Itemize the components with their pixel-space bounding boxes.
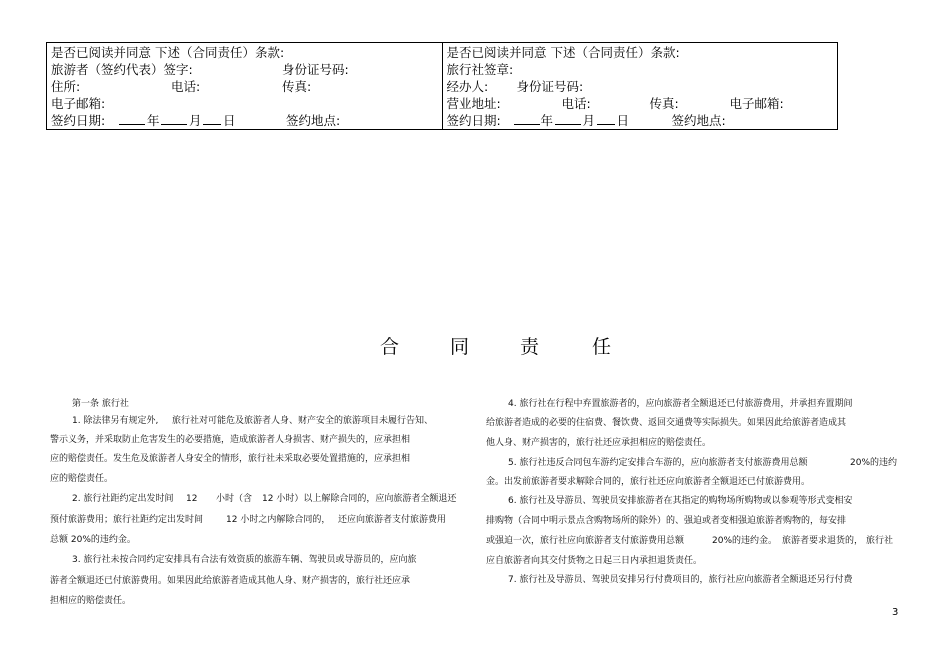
clause-line: 他人身、财产损害的，旅行社还应承担相应的赔偿责任。 <box>486 438 712 448</box>
id-number-label: 身份证号码: <box>516 79 584 94</box>
clause-fragment: 旅游者要求退货的， <box>782 536 864 546</box>
agent-label: 经办人: <box>446 79 489 94</box>
clause-fragment: 还应向旅游者支付旅游费用 <box>338 515 447 525</box>
year-blank <box>119 113 145 125</box>
day-blank <box>597 113 615 125</box>
clause-line: 总额 20%的违约金。 <box>50 535 136 545</box>
title-char: 任 <box>592 336 612 358</box>
clause-fragment: 2. 旅行社距约定出发时间 <box>72 494 174 504</box>
sign-place-label: 签约地点: <box>286 113 341 128</box>
clause-line <box>72 415 452 427</box>
clause-line: 应的赔偿责任。 <box>50 474 114 484</box>
clause-fragment: 预付旅游费用；旅行社距约定出发时间 <box>50 515 204 525</box>
agreement-text: 是否已阅读并同意 下述（合同责任）条款: <box>446 45 680 60</box>
clause-line <box>50 514 450 526</box>
title-char: 同 <box>450 336 470 358</box>
clause-fragment: 12 <box>186 494 198 504</box>
clause-fragment: 5. 旅行社违反合同包车游约定安排合车游的，应向旅游者支付旅游费用总额 <box>508 458 808 468</box>
clause-line: 3. 旅行社未按合同约定安排具有合法有效资质的旅游车辆、驾驶员或导游员的，应向旅 <box>72 555 417 565</box>
clause-fragment: 或强迫一次，旅行社应向旅游者支付旅游费用总额 <box>486 536 685 546</box>
month-blank <box>161 113 187 125</box>
clause-line <box>72 493 457 505</box>
title-char: 责 <box>520 336 540 358</box>
year-blank <box>514 113 540 125</box>
business-address-label: 营业地址: <box>446 96 501 111</box>
clause-line: 游者全额退还已付旅游费用。如果因此给旅游者造成其他人身、财产损害的，旅行社还应承 <box>50 576 411 586</box>
clause-line <box>508 457 908 469</box>
clause-line: 担相应的赔偿责任。 <box>50 596 132 606</box>
signature-table <box>46 42 838 130</box>
clause-fragment: 旅行社 <box>866 536 894 546</box>
month-label: 月 <box>189 113 202 128</box>
phone-label: 电话: <box>561 96 591 111</box>
sign-place-label: 签约地点: <box>671 113 726 128</box>
fax-label: 传真: <box>282 79 312 94</box>
clause-line: 警示义务，并采取防止危害发生的必要措施，造成旅游者人身损害、财产损失的，应承担相 <box>50 435 411 445</box>
page-number: 3 <box>892 607 899 618</box>
year-label: 年 <box>540 113 554 128</box>
signature-agency-column <box>443 43 838 129</box>
address-label: 住所: <box>51 79 81 94</box>
clause-fragment: 20%的违约金。 <box>712 536 778 546</box>
day-label: 日 <box>616 113 630 128</box>
clause-line: 金。出发前旅游者要求解除合同的，旅行社还应向旅游者全额退还已付旅游费用。 <box>486 477 811 487</box>
clause-line: 4. 旅行社在行程中弃置旅游者的，应向旅游者全额退还已付旅游费用，并承担弃置期间 <box>508 399 853 409</box>
article-heading: 第一条 旅行社 <box>72 399 129 409</box>
email-label: 电子邮箱: <box>729 96 784 111</box>
sign-date-label: 签约日期: <box>51 113 106 128</box>
signature-tourist-column <box>47 43 443 129</box>
email-label: 电子邮箱: <box>51 96 106 111</box>
clause-fragment: 12 小时）以上解除合同的，应向旅游者全额退还 <box>262 494 457 504</box>
clause-fragment: 12 小时之内解除合同的， <box>226 515 331 525</box>
clause-fragment: 20%的违约 <box>850 458 898 468</box>
day-blank <box>203 113 221 125</box>
clause-line: 给旅游者造成的必要的住宿费、餐饮费、返回交通费等实际损失。如果因此给旅游者造成其 <box>486 418 847 428</box>
clause-line: 应自旅游者向其交付货物之日起三日内承担退货责任。 <box>486 556 703 566</box>
section-title <box>0 335 950 359</box>
year-label: 年 <box>147 113 160 128</box>
id-number-label: 身份证号码: <box>282 62 349 77</box>
month-label: 月 <box>582 113 596 128</box>
month-blank <box>555 113 581 125</box>
clause-line: 排购物（合同中明示景点含购物场所的除外）的、强迫或者变相强迫旅游者购物的，每安排 <box>486 516 847 526</box>
day-label: 日 <box>223 113 236 128</box>
clause-line: 7. 旅行社及导游员、驾驶员安排另行付费项目的，旅行社应向旅游者全额退还另行付费 <box>508 575 853 585</box>
clause-fragment: 小时（含 <box>216 494 253 504</box>
clause-line: 6. 旅行社及导游员、驾驶员安排旅游者在其指定的购物场所购物或以参观等形式变相安 <box>508 496 853 506</box>
tourist-signature-label: 旅游者（签约代表）签字: <box>51 62 193 77</box>
clause-fragment: 旅行社对可能危及旅游者人身、财产安全的旅游项目未履行告知、 <box>172 416 434 426</box>
agency-seal-label: 旅行社签章: <box>446 62 514 77</box>
clause-line <box>486 535 906 547</box>
phone-label: 电话: <box>171 79 201 94</box>
clause-line: 应的赔偿责任。发生危及旅游者人身安全的情形，旅行社未采取必要处置措施的，应承担相 <box>50 454 411 464</box>
fax-label: 传真: <box>649 96 679 111</box>
agreement-text: 是否已阅读并同意 下述（合同责任）条款: <box>51 45 285 60</box>
sign-date-label: 签约日期: <box>446 113 501 128</box>
clause-fragment: 1. 除法律另有规定外, <box>72 416 159 426</box>
title-char: 合 <box>380 336 400 358</box>
